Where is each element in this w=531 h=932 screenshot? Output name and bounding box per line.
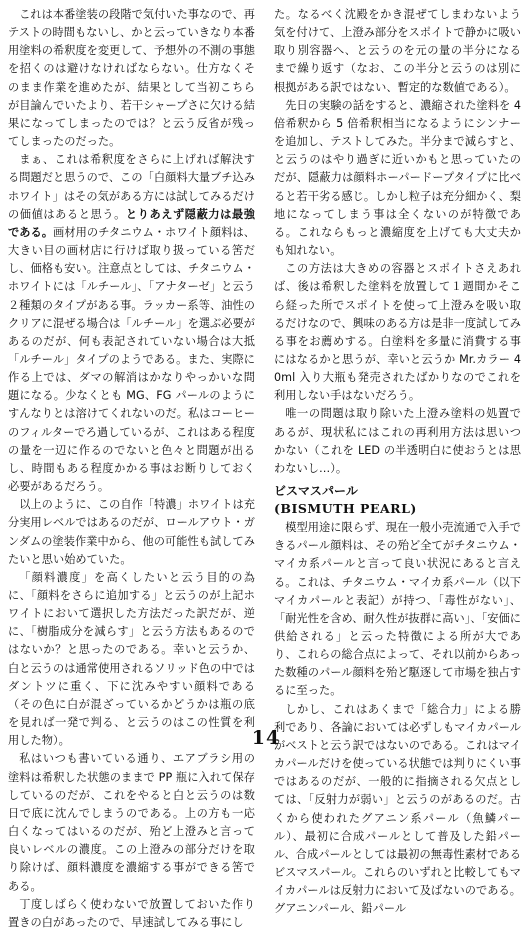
left-paragraph-2-text-a: まぁ、これは希釈度をさらに上げれば解決する問題だと思うので、この「白顔料大量ブチ込みホワイト」はその気がある方には試してみるだけの価値はあると思う。 [8, 153, 256, 221]
left-paragraph-4: 「顔料濃度」を高くしたいと云う目的の為に、「顔料をさらに追加する」と云うのが上記ホワイトにおいて選択した方法だった訳だが、逆に、「樹脂成分を減らす」と云う方法もあるのではないか？と思ったのである。幸いと云うか、白と云うのは通常使用されるソリッド色の中ではダントツに重く、下に沈みやすい顔料である（その色に白が混ざっているかどうかは瓶の底を見れば一発で判る、と云うのはこの性質を利用した物）。 [8, 570, 255, 748]
left-paragraph-2-text-b: 画材用のチタニウム・ホワイト顔料は、大きい目の画材店に行けば取り扱っている筈だし、価格も安い。注意点としては、チタニウム・ホワイトには「ルチール」、「アナターゼ」と云う２種類のタイプがある事。ラッカー系等、油性のクリアに混ぜる場合は「ルチール」を選ぶ必要があるのだが、何も表記されていない場合は大抵「ルチール」タイプのようである。また、実際に作る上では、ダマの解消はかなりやっかいな問題になる。少なくとも MG、FG パールのようにすんなりとは溶けてくれないのだ。私はコーヒーのフィルターでろ過しているが、これはある程度の量を一辺に作るのでないと色々と問題が出るし、時間もある程度かかる事はお断りしておく必要があるだろう。 [8, 225, 256, 494]
left-paragraph-2 [8, 151, 255, 496]
page-number: 14 [251, 727, 281, 749]
left-paragraph-6: 丁度しばらく使わないで放置しておいた作り置きの白があったので、早速試してみる事にし [8, 897, 255, 929]
right-paragraph-5: 模型用途に限らず、現在一般小売流通で入手できるパール顔料は、その殆ど全てがチタニウム・マイカ系パールと言って良い状況にあると言える。これは、チタニウム・マイカ系パール（以下マイカパールと表記）が持つ、「毒性がない」、「耐光性を含め、耐久性が抜群に高い」、「安価に供給される」と云った特徴による所が大であり、これらの総合点によって、それ以前からあった数種のパール顔料を殆ど駆逐して市場を独占するに至った。 [274, 521, 522, 698]
right-paragraph-2: 先日の実験の話をすると、濃縮された塗料を 4 倍希釈から 5 倍希釈相当になるようにシンナーを追加し、テストしてみた。半分まで減らすと、と云うのはやり過ぎに近いかもと思っていたのだが、隠蔽力は顔料ホーパードープタイプに比べると若干劣る感じ。しかし粒子は充分細かく、梨地になってしまう事は全くないのが特徴である。これならもっと濃縮度を上げても大丈夫かも知れない。 [274, 98, 522, 258]
right-paragraph-4: 唯一の問題は取り除いた上澄み塗料の処置であるが、現状私にはこれの再利用方法は思いつかない（これを LED の半透明白に使おうとは思わないし…）。 [274, 407, 521, 475]
left-text-column [8, 6, 255, 932]
left-paragraph-5: 私はいつも書いている通り、エアブラシ用の塗料は希釈した状態のままで PP 瓶に入れて保存しているのだが、これをやると白と云うのは数日で底に沈んでしまうのである。上の方も一応白くなってはいるのだが、殆ど上澄みと言って良いレベルの濃度。この上澄みの部分だけを取り除けば、顔料濃度を濃縮する事ができる筈である。 [8, 752, 255, 893]
section-heading-latin: (BISMUTH PEARL) [274, 501, 417, 517]
left-paragraph-1: これは本番塗装の段階で気付いた事なので、再テストの時間もないし、かと云っていきなり本番用塗料の希釈度を変更して、予想外の不測の事態を招くのは避けなければならない。仕方なくそのまま作業を進めたが、結果として当初こちらが目論んでいたより、若干シャープさに欠ける結果になってしまったのでは？と云う反省が残ってしまったのだった。 [8, 8, 256, 149]
right-paragraph-3: この方法は大きめの容器とスポイトさえあれば、後は希釈した塗料を放置して１週間かそこら経った所でスポイトを使って上澄みを吸い取るだけなので、興味のある方は是非一度試してみる事をお薦めする。白塗料を多量に消費する事にはなるかと思うが、幸いと云うか Mr.カラー 40ml 入り大瓶も発売されたばかりなのでこれを利用しない手はないだろう。 [274, 262, 522, 403]
section-heading: ビスマスパール [274, 484, 358, 499]
left-paragraph-2-bold: とりあえず隠蔽力は最強である。 [8, 207, 255, 239]
right-text-column [274, 6, 521, 919]
right-paragraph-6: しかし、これはあくまで「総合力」による勝利であり、各論においては必ずしもマイカパールがベストと云う訳ではないのである。これはマイカパールだけを使っている状態では判りにくい事ではあるのだが、一般的に指摘される欠点としては、「反射力が弱い」と云うのがあるのだ。古くから使われたグアニン系パール（魚鱗パール）、最初に合成パールとして普及した鉛パール、合成パールとしては最初の無毒性素材であるビスマスパール。これらのいずれと比較してもマイカパールは反射力において及ばないのである。グアニンパール、鉛パール [274, 702, 522, 916]
right-paragraph-1: た。なるべく沈殿をかき混ぜてしまわないよう気を付けて、上澄み部分をスポイトで静かに吸い取り別容器へ、と云うのを元の量の半分になるまで繰り返す（なお、この半分と云うのは別に根拠がある訳ではない、暫定的な数値である）。 [274, 8, 522, 94]
left-paragraph-3: 以上のように、この自作「特濃」ホワイトは充分実用レベルではあるのだが、ロールアウト・ガンダムの塗装作業中から、他の可能性も試してみたいと思い始めていた。 [8, 498, 256, 566]
